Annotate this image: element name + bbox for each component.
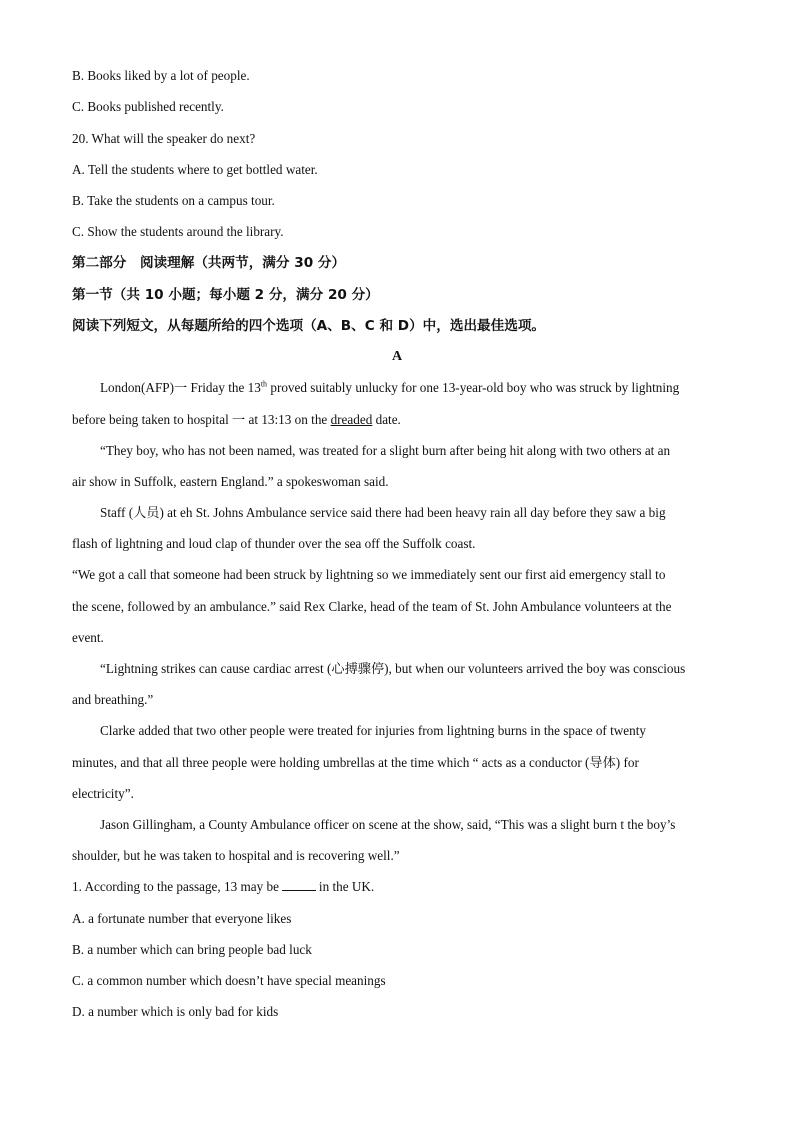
q20-option-c: C. Show the students around the library. — [72, 224, 284, 239]
passage-p1-line2 — [72, 411, 732, 429]
question1-stem-before: 1. According to the passage, 13 may be — [72, 879, 279, 894]
passage-p1-text-a: London(AFP)一 Friday the 13 — [100, 380, 261, 395]
passage-p5-line1: “Lightning strikes can cause cardiac arrest (心搏骤停), but when our volunteers arrived the boy was conscious — [100, 661, 686, 676]
passage-p4-line3: event. — [72, 630, 104, 645]
question1-stem — [72, 878, 732, 896]
passage-p5-line2: and breathing.” — [72, 692, 154, 707]
passage-p1-text-c: before being taken to hospital 一 at 13:13 on the — [72, 412, 331, 427]
passage-p6-line3: electricity”. — [72, 786, 134, 801]
question1-option-c: C. a common number which doesn’t have special meanings — [72, 973, 386, 988]
passage-p7-line2: shoulder, but he was taken to hospital and is recovering well.” — [72, 848, 400, 863]
passage-p7-line1: Jason Gillingham, a County Ambulance officer on scene at the show, said, “This was a slight burn t the boy’s — [100, 817, 676, 832]
passage-p3-line2: flash of lightning and loud clap of thunder over the sea off the Suffolk coast. — [72, 536, 476, 551]
passage-p4-line2: the scene, followed by an ambulance.” said Rex Clarke, head of the team of St. John Ambulance volunteers at the — [72, 599, 672, 614]
q20-option-a: A. Tell the students where to get bottled water. — [72, 162, 318, 177]
passage-p3-line1: Staff (人员) at eh St. Johns Ambulance service said there had been heavy rain all day before they saw a big — [100, 505, 666, 520]
question1-stem-after: in the UK. — [318, 879, 375, 894]
reading-instructions: 阅读下列短文，从每题所给的四个选项（A、B、C 和 D）中，选出最佳选项。 — [72, 318, 546, 334]
q19-option-c: C. Books published recently. — [72, 99, 224, 114]
passage-p2-line1: “They boy, who has not been named, was treated for a slight burn after being hit along with two others at an — [100, 443, 671, 458]
passage-p6-line2: minutes, and that all three people were holding umbrellas at the time which “ acts as a conductor (导体) for — [72, 755, 639, 770]
passage-p1-line1 — [100, 379, 732, 397]
question1-option-d: D. a number which is only bad for kids — [72, 1004, 279, 1019]
passage-p1-text-d: date. — [372, 412, 401, 427]
q20-stem: 20. What will the speaker do next? — [72, 131, 256, 146]
section1-heading: 第一节（共 10 小题；每小题 2 分，满分 20 分） — [72, 287, 379, 303]
passage-p4-line1: “We got a call that someone had been struck by lightning so we immediately sent our first aid emergency stall to — [72, 567, 666, 582]
question1-option-a: A. a fortunate number that everyone likes — [72, 911, 292, 926]
q20-option-b: B. Take the students on a campus tour. — [72, 193, 275, 208]
passage-p1-superscript: th — [260, 379, 268, 389]
answer-blank — [282, 878, 316, 891]
passage-p1-text-b: proved suitably unlucky for one 13-year-old boy who was struck by lightning — [267, 380, 680, 395]
underlined-word-dreaded: dreaded — [330, 412, 373, 427]
q19-option-b: B. Books liked by a lot of people. — [72, 68, 250, 83]
passage-p6-line1: Clarke added that two other people were treated for injuries from lightning burns in the space of twenty — [100, 723, 647, 738]
question1-option-b: B. a number which can bring people bad luck — [72, 942, 312, 957]
passage-p2-line2: air show in Suffolk, eastern England.” a spokeswoman said. — [72, 474, 389, 489]
part2-heading: 第二部分 阅读理解（共两节，满分 30 分） — [72, 255, 346, 271]
passage-label: A — [391, 349, 403, 364]
